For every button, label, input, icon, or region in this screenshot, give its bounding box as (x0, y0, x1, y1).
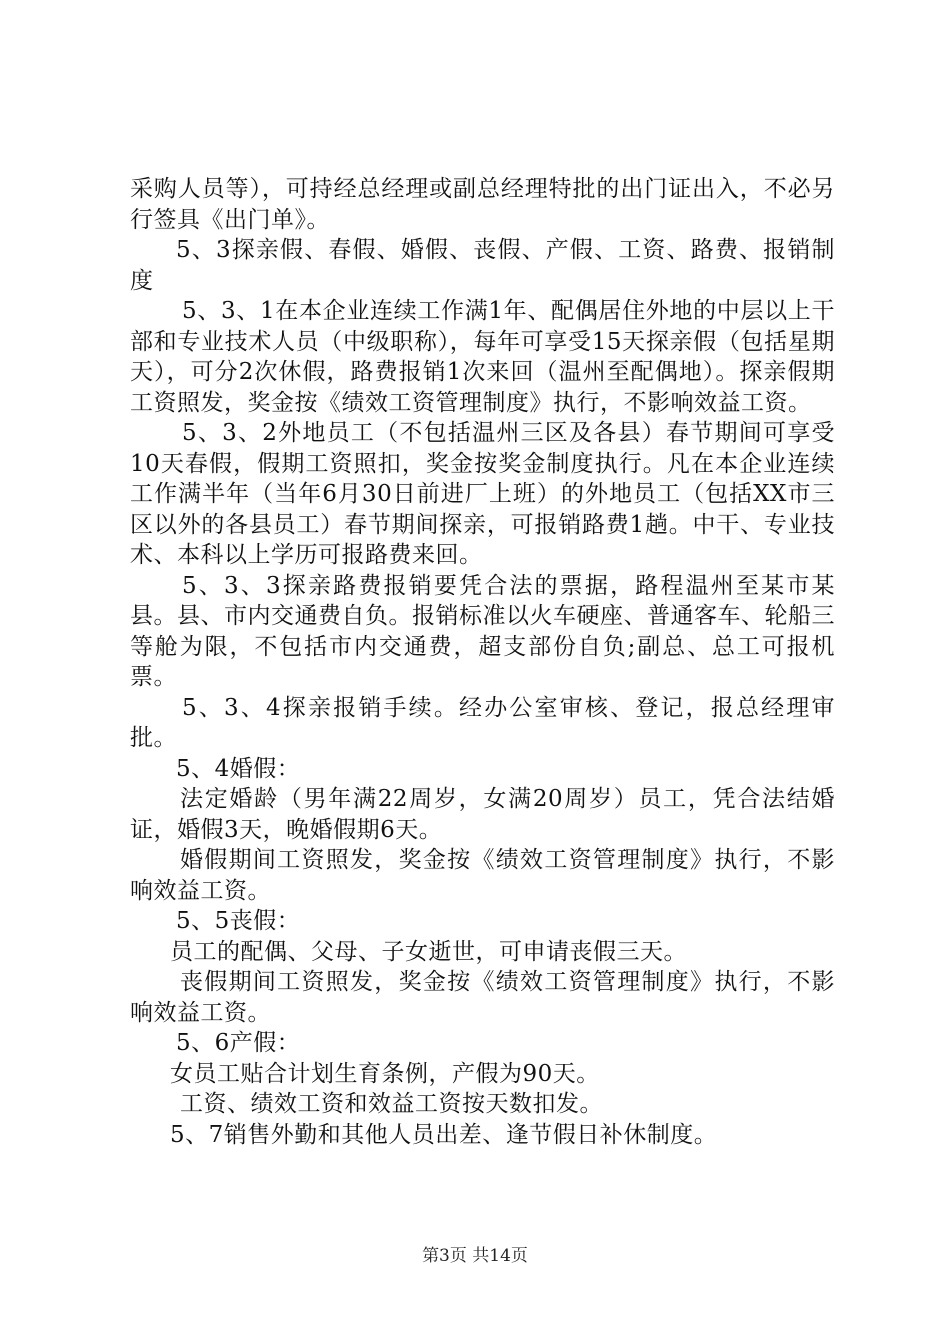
paragraph-3: 5、3、1在本企业连续工作满1年、配偶居住外地的中层以上干部和专业技术人员（中级职称），每年可享受15天探亲假（包括星期天），可分2次休假，路费报销1次来回（温州至配偶地）。探亲假期工资照发，奖金按《绩效工资管理制度》执行，不影响效益工资。 (130, 298, 835, 416)
paragraph-14: 女员工贴合计划生育条例，产假为90天。 (170, 1060, 600, 1087)
paragraph-6: 5、3、4探亲报销手续。经办公室审核、登记，报总经理审批。 (130, 694, 835, 751)
paragraph-16: 5、7销售外勤和其他人员出差、逢节假日补休制度。 (170, 1121, 718, 1148)
paragraph-7: 5、4婚假： (176, 755, 301, 782)
document-body (130, 174, 835, 1150)
paragraph-11: 员工的配偶、父母、子女逝世，可申请丧假三天。 (170, 938, 687, 965)
paragraph-8: 法定婚龄（男年满22周岁，女满20周岁）员工，凭合法结婚证，婚假3天，晚婚假期6天。 (130, 786, 835, 843)
page-footer (0, 1241, 950, 1266)
page-number-label: 第3页 共14页 (422, 1246, 528, 1266)
paragraph-1: 采购人员等），可持经总经理或副总经理特批的出门证出入，不必另行签具《出门单》。 (130, 176, 835, 233)
paragraph-2: 5、3探亲假、春假、婚假、丧假、产假、工资、路费、报销制度 (130, 237, 835, 294)
paragraph-10: 5、5丧假： (176, 908, 301, 934)
paragraph-12: 丧假期间工资照发，奖金按《绩效工资管理制度》执行，不影响效益工资。 (130, 969, 835, 1026)
paragraph-4: 5、3、2外地员工（不包括温州三区及各县）春节期间可享受10天春假，假期工资照扣，奖金按奖金制度执行。凡在本企业连续工作满半年（当年6月30日前进厂上班）的外地员工（包括XX市三区以外的各县员工）春节期间探亲，可报销路费1趟。中干、专业技术、本科以上学历可报路费来回。 (130, 420, 835, 568)
paragraph-13: 5、6产假： (176, 1030, 301, 1056)
paragraph-5: 5、3、3探亲路费报销要凭合法的票据，路程温州至某市某县。县、市内交通费自负。报销标准以火车硬座、普通客车、轮船三等舱为限，不包括市内交通费，超支部份自负;副总、总工可报机票。 (130, 572, 835, 690)
paragraph-9: 婚假期间工资照发，奖金按《绩效工资管理制度》执行，不影响效益工资。 (130, 847, 835, 904)
paragraph-15: 工资、绩效工资和效益工资按天数扣发。 (180, 1091, 603, 1117)
